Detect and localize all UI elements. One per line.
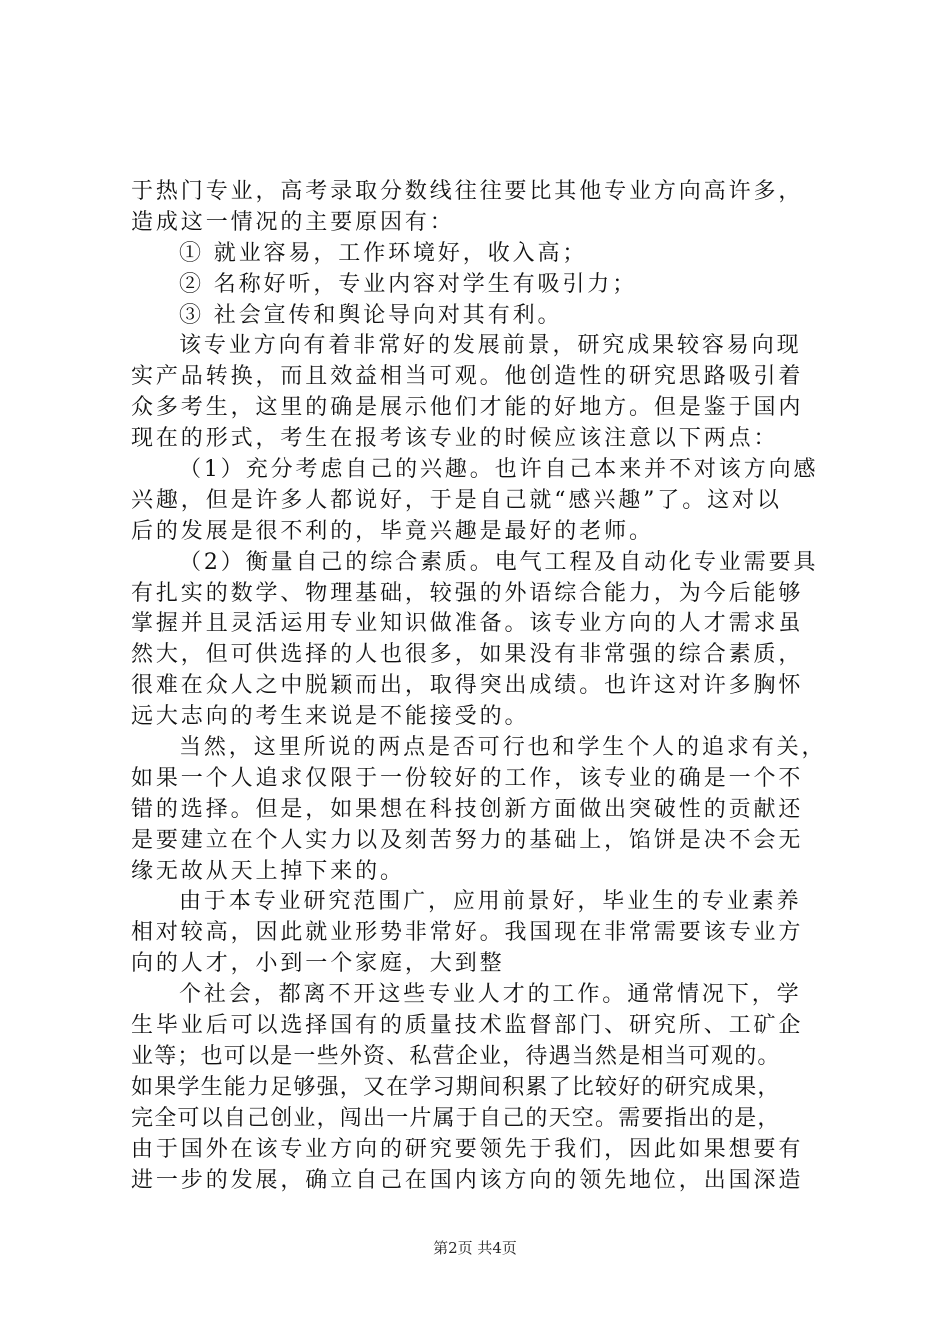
text-line: 向的人才，小到一个家庭，大到整 <box>131 951 505 977</box>
page-number-footer: 第2页 共4页 <box>433 1239 517 1257</box>
text-line: 众多考生，这里的确是展示他们才能的好地方。但是鉴于国内 <box>131 395 804 421</box>
text-line: 然大，但可供选择的人也很多，如果没有非常强的综合素质， <box>131 642 804 668</box>
text-line: 造成这一情况的主要原因有： <box>131 209 455 235</box>
text-line: 生毕业后可以选择国有的质量技术监督部门、研究所、工矿企 <box>131 1013 804 1039</box>
text-line: 完全可以自己创业，闯出一片属于自己的天空。需要指出的是， <box>131 1105 781 1131</box>
paragraph-start: 个社会，都离不开这些专业人才的工作。通常情况下，学 <box>179 982 802 1008</box>
list-item: ① 就业容易，工作环境好，收入高； <box>179 240 588 266</box>
text-line: 业等；也可以是一些外资、私营企业，待遇当然是相当可观的。 <box>131 1043 781 1069</box>
text-line: 缘无故从天上掉下来的。 <box>131 858 405 884</box>
text-line: 后的发展是很不利的，毕竟兴趣是最好的老师。 <box>131 518 654 544</box>
list-item: ② 名称好听，专业内容对学生有吸引力； <box>179 271 638 297</box>
text-line: 由于国外在该专业方向的研究要领先于我们，因此如果想要有 <box>131 1136 804 1162</box>
paragraph-start: （1）充分考虑自己的兴趣。也许自己本来并不对该方向感 <box>179 457 819 483</box>
text-line: 错的选择。但是，如果想在科技创新方面做出突破性的贡献还 <box>131 796 804 822</box>
list-item: ③ 社会宣传和舆论导向对其有利。 <box>179 302 563 328</box>
paragraph-start: 当然，这里所说的两点是否可行也和学生个人的追求有关， <box>179 735 827 761</box>
text-line: 相对较高，因此就业形势非常好。我国现在非常需要该专业方 <box>131 920 804 946</box>
text-line: 兴趣，但是许多人都说好，于是自己就“感兴趣”了。这对以 <box>131 487 782 513</box>
text-line: 于热门专业，高考录取分数线往往要比其他专业方向高许多， <box>131 179 804 204</box>
text-line: 远大志向的考生来说是不能接受的。 <box>131 704 530 730</box>
text-line: 实产品转换，而且效益相当可观。他创造性的研究思路吸引着 <box>131 364 804 390</box>
text-line: 现在的形式，考生在报考该专业的时候应该注意以下两点： <box>131 426 779 452</box>
text-line: 是要建立在个人实力以及刻苦努力的基础上，馅饼是决不会无 <box>131 827 804 853</box>
text-line: 有扎实的数学、物理基础，较强的外语综合能力，为今后能够 <box>131 580 804 606</box>
paragraph-start: 由于本专业研究范围广，应用前景好，毕业生的专业素养 <box>179 889 802 915</box>
text-line: 如果一个人追求仅限于一份较好的工作，该专业的确是一个不 <box>131 765 804 791</box>
paragraph-start: （2）衡量自己的综合素质。电气工程及自动化专业需要具 <box>179 549 819 575</box>
paragraph-start: 该专业方向有着非常好的发展前景，研究成果较容易向现 <box>179 333 802 359</box>
text-line: 进一步的发展，确立自己在国内该方向的领先地位，出国深造 <box>131 1167 804 1193</box>
document-body <box>131 177 831 1196</box>
text-line: 如果学生能力足够强，又在学习期间积累了比较好的研究成果， <box>131 1074 781 1100</box>
text-line: 掌握并且灵活运用专业知识做准备。该专业方向的人才需求虽 <box>131 611 804 637</box>
text-line: 很难在众人之中脱颖而出，取得突出成绩。也许这对许多胸怀 <box>131 673 804 699</box>
